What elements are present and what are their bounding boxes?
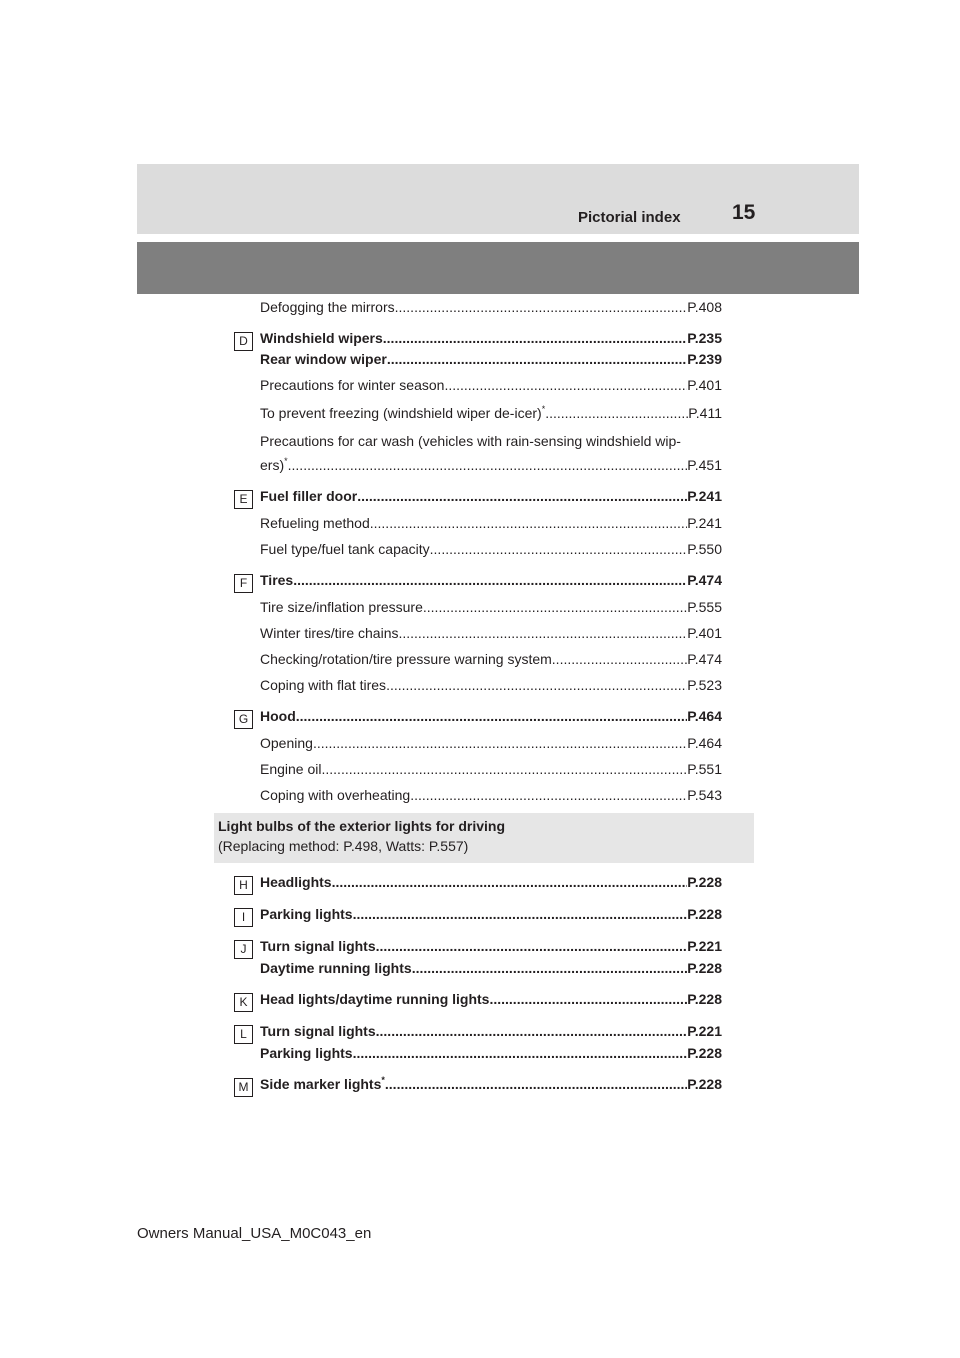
footnote-mark: * (541, 404, 546, 414)
entry-engine-oil[interactable]: Engine oil ..... P.551 (260, 759, 722, 779)
entry-tire-size[interactable]: Tire size/inflation pressure ..... P.555 (260, 597, 722, 617)
entry-overheating[interactable]: Coping with overheating ..... P.543 (260, 785, 722, 805)
footnote-mark: * (284, 456, 288, 466)
callout-badge-m: M (234, 1078, 253, 1097)
entry-winter-precautions[interactable]: Precautions for winter season ..... P.401 (260, 375, 722, 395)
entry-winter-tires[interactable]: Winter tires/tire chains ..... P.401 (260, 623, 722, 643)
callout-badge-h: H (234, 876, 253, 895)
entry-hood[interactable]: Hood ..... P.464 (260, 706, 722, 726)
callout-badge-g: G (234, 710, 253, 729)
lights-section-title: Light bulbs of the exterior lights for driving (218, 818, 505, 834)
entry-tire-checking[interactable]: Checking/rotation/tire pressure warning system ..... P.474 (260, 649, 722, 669)
callout-badge-e: E (234, 490, 253, 509)
entry-turn-signal-lights[interactable]: Turn signal lights ..... P.221 (260, 936, 722, 956)
callout-badge-l: L (234, 1025, 253, 1044)
entry-parking-lights[interactable]: Parking lights ..... P.228 (260, 904, 722, 924)
entry-defogging-mirrors[interactable]: Defogging the mirrors ..... P.408 (260, 297, 722, 317)
entry-car-wash-line1[interactable]: Precautions for car wash (vehicles with rain-sensing windshield wip- (260, 433, 681, 449)
entry-side-marker-lights[interactable]: Side marker lights* ..... P.228 (260, 1074, 722, 1094)
entry-hood-opening[interactable]: Opening ..... P.464 (260, 733, 722, 753)
entry-rear-window-wiper[interactable]: Rear window wiper ..... P.239 (260, 349, 722, 369)
entry-car-wash-line2[interactable]: ers)* ..... P.451 (260, 455, 722, 475)
entry-fuel-type[interactable]: Fuel type/fuel tank capacity ..... P.550 (260, 539, 722, 559)
callout-badge-f: F (234, 574, 253, 593)
entry-fuel-filler-door[interactable]: Fuel filler door ..... P.241 (260, 486, 722, 506)
header-bar (137, 242, 859, 294)
callout-badge-d: D (234, 332, 253, 351)
entry-daytime-running-lights[interactable]: Daytime running lights ..... P.228 (260, 958, 722, 978)
entry-head-daytime-lights[interactable]: Head lights/daytime running lights ..... P.228 (260, 989, 722, 1009)
footer-doc-id: Owners Manual_USA_M0C043_en (137, 1225, 372, 1242)
entry-windshield-wipers[interactable]: Windshield wipers ..... P.235 (260, 328, 722, 348)
entry-refueling-method[interactable]: Refueling method ..... P.241 (260, 513, 722, 533)
footnote-mark: * (381, 1075, 385, 1085)
entry-prevent-freezing[interactable]: To prevent freezing (windshield wiper de-icer)* ..... P.411 (260, 403, 722, 423)
entry-parking-lights-rear[interactable]: Parking lights ..... P.228 (260, 1043, 722, 1063)
callout-badge-i: I (234, 908, 253, 927)
lights-section-subtitle: (Replacing method: P.498, Watts: P.557) (218, 838, 469, 854)
page-number: 15 (732, 201, 756, 224)
page-title: Pictorial index (578, 209, 681, 226)
entry-flat-tires[interactable]: Coping with flat tires ..... P.523 (260, 675, 722, 695)
entry-tires[interactable]: Tires ..... P.474 (260, 570, 722, 590)
callout-badge-j: J (234, 940, 253, 959)
callout-badge-k: K (234, 993, 253, 1012)
entry-headlights[interactable]: Headlights ..... P.228 (260, 872, 722, 892)
entry-turn-signal-lights-rear[interactable]: Turn signal lights ..... P.221 (260, 1021, 722, 1041)
